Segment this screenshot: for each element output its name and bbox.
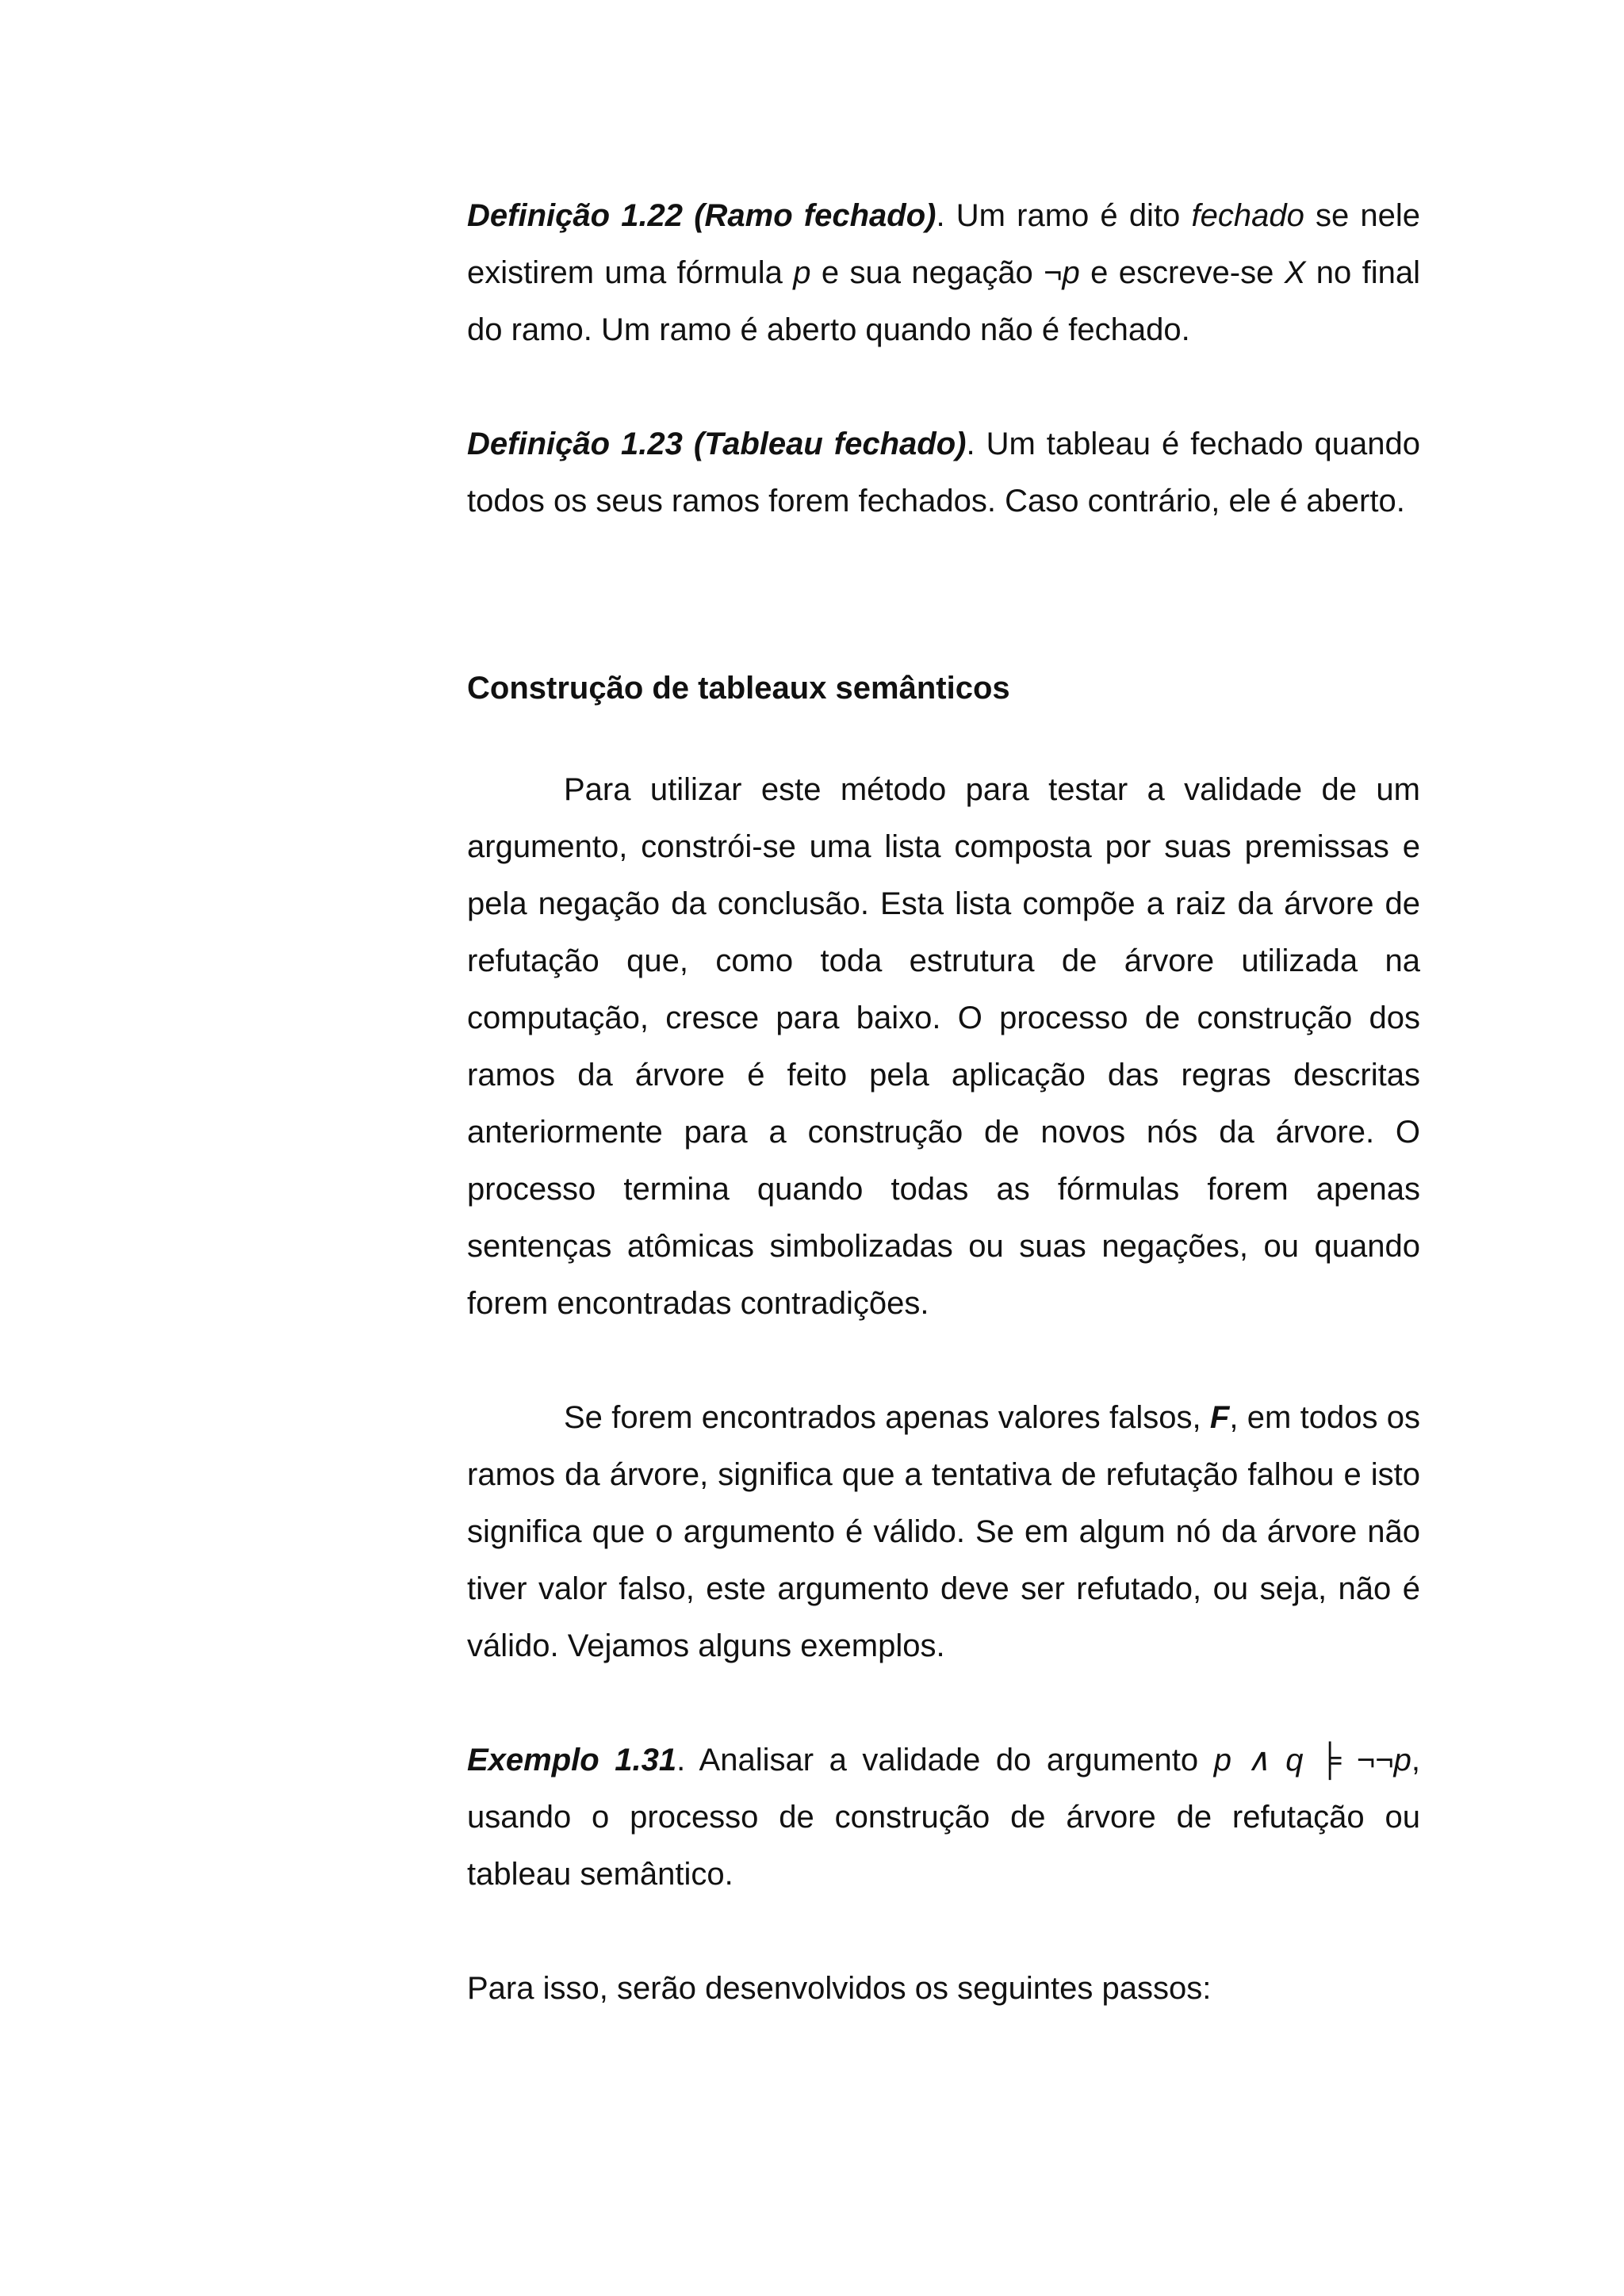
example-label: Exemplo 1.31 xyxy=(467,1743,677,1777)
variable-x: X xyxy=(1284,255,1306,290)
definition-text: . Um ramo é dito xyxy=(936,198,1192,233)
paragraph-text: , em todos os ramos da árvore, significa que a tentativa de refutação falhou e isto significa que o argumento é válido. Se em algum nó da árvore não tiver valor falso, este argumento deve ser refutado, ou seja, não é válido. Vejamos alguns exemplos. xyxy=(467,1400,1420,1663)
definition-label: Definição 1.23 (Tableau fechado) xyxy=(467,427,967,461)
definition-text: e sua negação xyxy=(810,255,1044,290)
paragraph-construction: Para utilizar este método para testar a validade de um argumento, constrói-se uma lista composta por suas premissas e pela negação da conclusão. Esta lista compõe a raiz da árvore de refutação que, como toda estrutura de árvore utilizada na computação, cresce para baixo. O processo de construção dos ramos da árvore é feito pela aplicação das regras descritas anteriormente para a construção de novos nós da árvore. O processo termina quando todas as fórmulas forem apenas sentenças atômicas simbolizadas ou suas negações, ou quando forem encontradas contradições. xyxy=(467,772,1420,1321)
variable-p: p xyxy=(793,255,811,290)
definition-text: . Um tableau é fechado quando todos os seus ramos forem fechados. Caso contrário, ele é aberto. xyxy=(467,427,1420,519)
page-content xyxy=(467,187,1420,2017)
negation-p: ¬p xyxy=(1044,255,1080,290)
definition-text: se nele existirem uma fórmula xyxy=(467,198,1420,290)
paragraph-refutation xyxy=(467,1389,1420,1674)
definition-1-22 xyxy=(467,187,1420,358)
example-1-31 xyxy=(467,1732,1420,1903)
definition-text: e escreve-se xyxy=(1079,255,1285,290)
closing-line: Para isso, serão desenvolvidos os seguintes passos: xyxy=(467,1971,1212,2006)
defined-term: fechado xyxy=(1191,198,1304,233)
example-text: , usando o processo de construção de árvore de refutação ou tableau semântico. xyxy=(467,1743,1421,1892)
example-text: . Analisar a validade do argumento xyxy=(676,1743,1214,1777)
paragraph-text: Se forem encontrados apenas valores falsos, xyxy=(564,1400,1210,1435)
argument-formula: p ∧ q ╞ ¬¬p xyxy=(1213,1743,1411,1777)
definition-label: Definição 1.22 (Ramo fechado) xyxy=(467,198,936,233)
definition-text: no final do ramo. Um ramo é aberto quando não é fechado. xyxy=(467,255,1420,347)
false-symbol: F xyxy=(1209,1400,1230,1435)
definition-1-23 xyxy=(467,415,1420,530)
section-heading: Construção de tableaux semânticos xyxy=(467,671,1010,706)
